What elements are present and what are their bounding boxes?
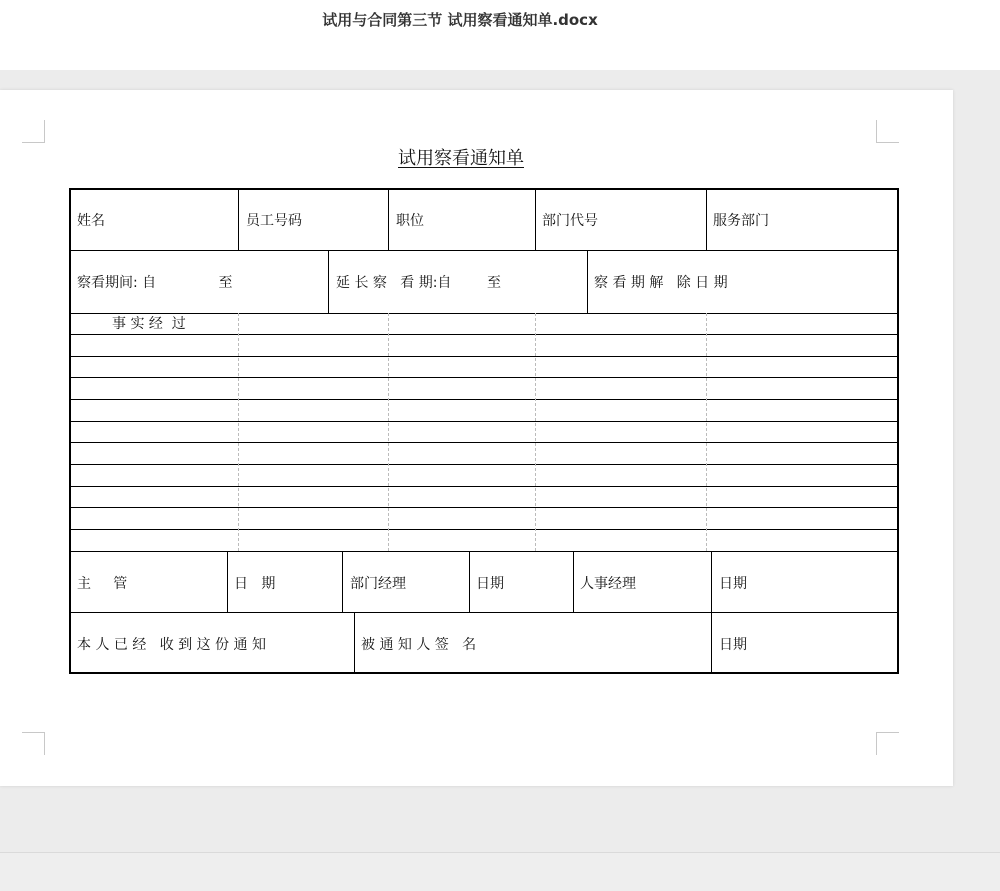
label-dept-code: 部门代号: [542, 213, 598, 229]
label-employee-id: 员工号码: [246, 213, 302, 229]
row-divider: [71, 551, 897, 552]
probation-notice-table: [69, 188, 899, 674]
label-probation-release-date: 察 看 期 解 除 日 期: [594, 275, 728, 291]
row-divider: [71, 313, 897, 314]
col-divider: [706, 190, 707, 250]
label-date-supervisor: 日 期: [234, 576, 276, 592]
label-position: 职位: [396, 213, 424, 229]
row-divider: [71, 442, 897, 443]
row-divider: [71, 612, 897, 613]
document-page: [0, 90, 953, 786]
label-hr-manager: 人事经理: [580, 576, 636, 592]
row-divider: [71, 507, 897, 508]
label-dept-manager: 部门经理: [350, 576, 406, 592]
label-date-dept-manager: 日期: [476, 576, 504, 592]
label-service-dept: 服务部门: [713, 213, 769, 229]
crop-mark-top-right: [876, 120, 899, 143]
form-title-text: 试用察看通知单: [398, 148, 524, 169]
col-divider: [711, 551, 712, 612]
row-divider: [71, 334, 897, 335]
col-divider: [573, 551, 574, 612]
row-divider: [71, 464, 897, 465]
crop-mark-bottom-right: [876, 732, 899, 755]
label-notified-signature: 被 通 知 人 签 名: [361, 637, 477, 653]
col-divider-dashed: [706, 313, 707, 551]
col-divider: [354, 612, 355, 672]
col-divider: [469, 551, 470, 612]
bottom-bar: [0, 852, 1000, 891]
row-divider: [71, 356, 897, 357]
col-divider: [711, 612, 712, 672]
document-filename: 试用与合同第三节 试用察看通知单.docx: [322, 11, 598, 29]
label-date-hr-manager: 日期: [719, 576, 747, 592]
row-divider: [71, 421, 897, 422]
col-divider-dashed: [535, 313, 536, 551]
col-divider: [535, 190, 536, 250]
col-divider: [587, 250, 588, 313]
col-divider-dashed: [238, 313, 239, 551]
label-supervisor: 主 管: [77, 576, 128, 592]
title-bar: [0, 0, 1000, 70]
crop-mark-bottom-left: [22, 732, 45, 755]
row-divider: [71, 250, 897, 251]
col-divider-dashed: [388, 313, 389, 551]
label-date-ack: 日期: [719, 637, 747, 653]
row-divider: [71, 486, 897, 487]
label-facts: 事 实 经 过: [112, 316, 186, 332]
form-title: [0, 144, 922, 170]
row-divider: [71, 399, 897, 400]
label-probation-period: 察看期间: 自 至: [77, 275, 233, 291]
col-divider: [342, 551, 343, 612]
row-divider: [71, 529, 897, 530]
row-divider: [71, 377, 897, 378]
col-divider: [227, 551, 228, 612]
crop-mark-top-left: [22, 120, 45, 143]
col-divider: [238, 190, 239, 250]
col-divider: [388, 190, 389, 250]
col-divider: [328, 250, 329, 313]
label-received-notice: 本 人 已 经 收 到 这 份 通 知: [77, 637, 266, 653]
label-extend-probation: 延 长 察 看 期:自 至: [336, 275, 502, 291]
label-name: 姓名: [77, 213, 105, 229]
